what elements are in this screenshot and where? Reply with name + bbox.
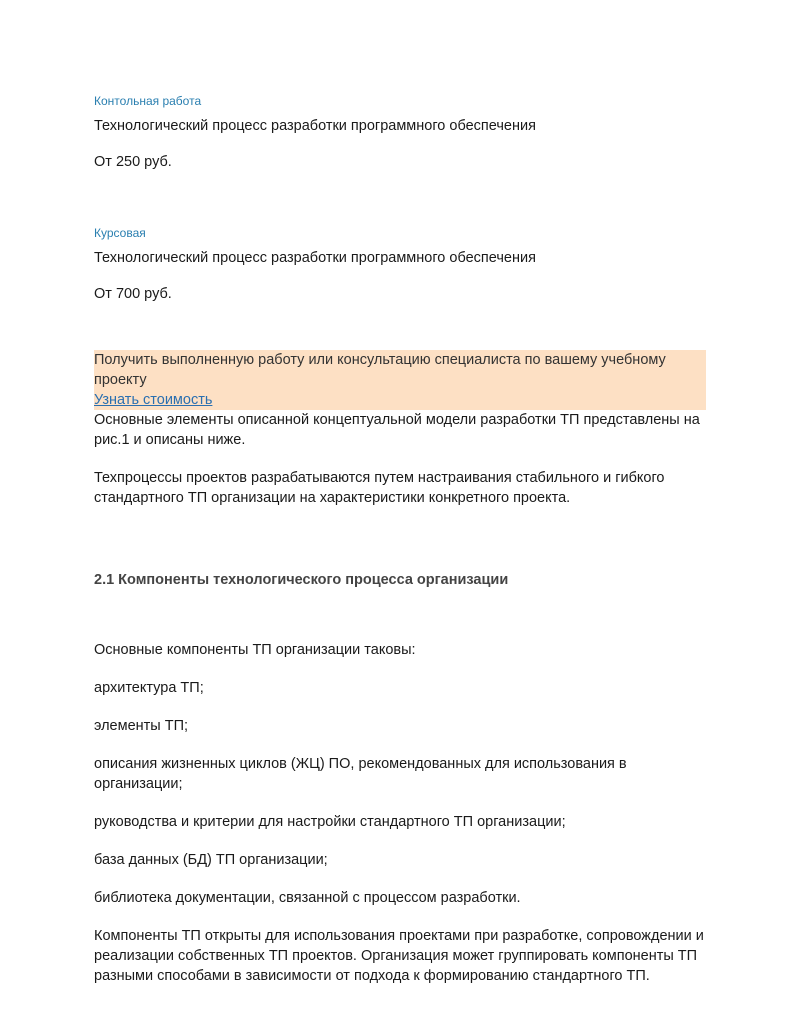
paragraph: Основные компоненты ТП организации таковы:: [94, 642, 416, 658]
card-title: Технологический процесс разработки программного обеспечения: [94, 250, 536, 266]
card-category-link[interactable]: Контольная работа: [94, 94, 202, 108]
paragraph: Компоненты ТП открыты для использования проектами при разработке, сопровождении и реализации собственных ТП проектов. Организация может группировать компоненты ТП разными способами в зависимости от подхода к формированию стандартного ТП.: [94, 928, 704, 984]
section-heading: 2.1 Компоненты технологического процесса организации: [94, 572, 509, 588]
list-item: библиотека документации, связанной с процессом разработки.: [94, 890, 521, 906]
card-category-link[interactable]: Курсовая: [94, 226, 146, 240]
list-item: руководства и критерии для настройки стандартного ТП организации;: [94, 814, 566, 830]
card-price: От 700 руб.: [94, 286, 172, 302]
list-item: архитектура ТП;: [94, 680, 204, 696]
work-card-2[interactable]: [94, 224, 706, 304]
work-card-1[interactable]: [94, 92, 706, 172]
card-title: Технологический процесс разработки программного обеспечения: [94, 118, 536, 134]
promo-banner: [94, 350, 706, 410]
promo-text: Получить выполненную работу или консультацию специалиста по вашему учебному проекту: [94, 352, 666, 388]
list-item: описания жизненных циклов (ЖЦ) ПО, рекомендованных для использования в организации;: [94, 756, 627, 792]
list-item: база данных (БД) ТП организации;: [94, 852, 328, 868]
list-item: элементы ТП;: [94, 718, 189, 734]
card-price: От 250 руб.: [94, 154, 172, 170]
get-price-link[interactable]: Узнать стоимость: [94, 392, 213, 408]
paragraph: Техпроцессы проектов разрабатываются путем настраивания стабильного и гибкого стандартного ТП организации на характеристики конкретного проекта.: [94, 470, 665, 506]
paragraph: Основные элементы описанной концептуальной модели разработки ТП представлены на рис.1 и описаны ниже.: [94, 412, 700, 448]
document-page: [94, 92, 706, 1004]
